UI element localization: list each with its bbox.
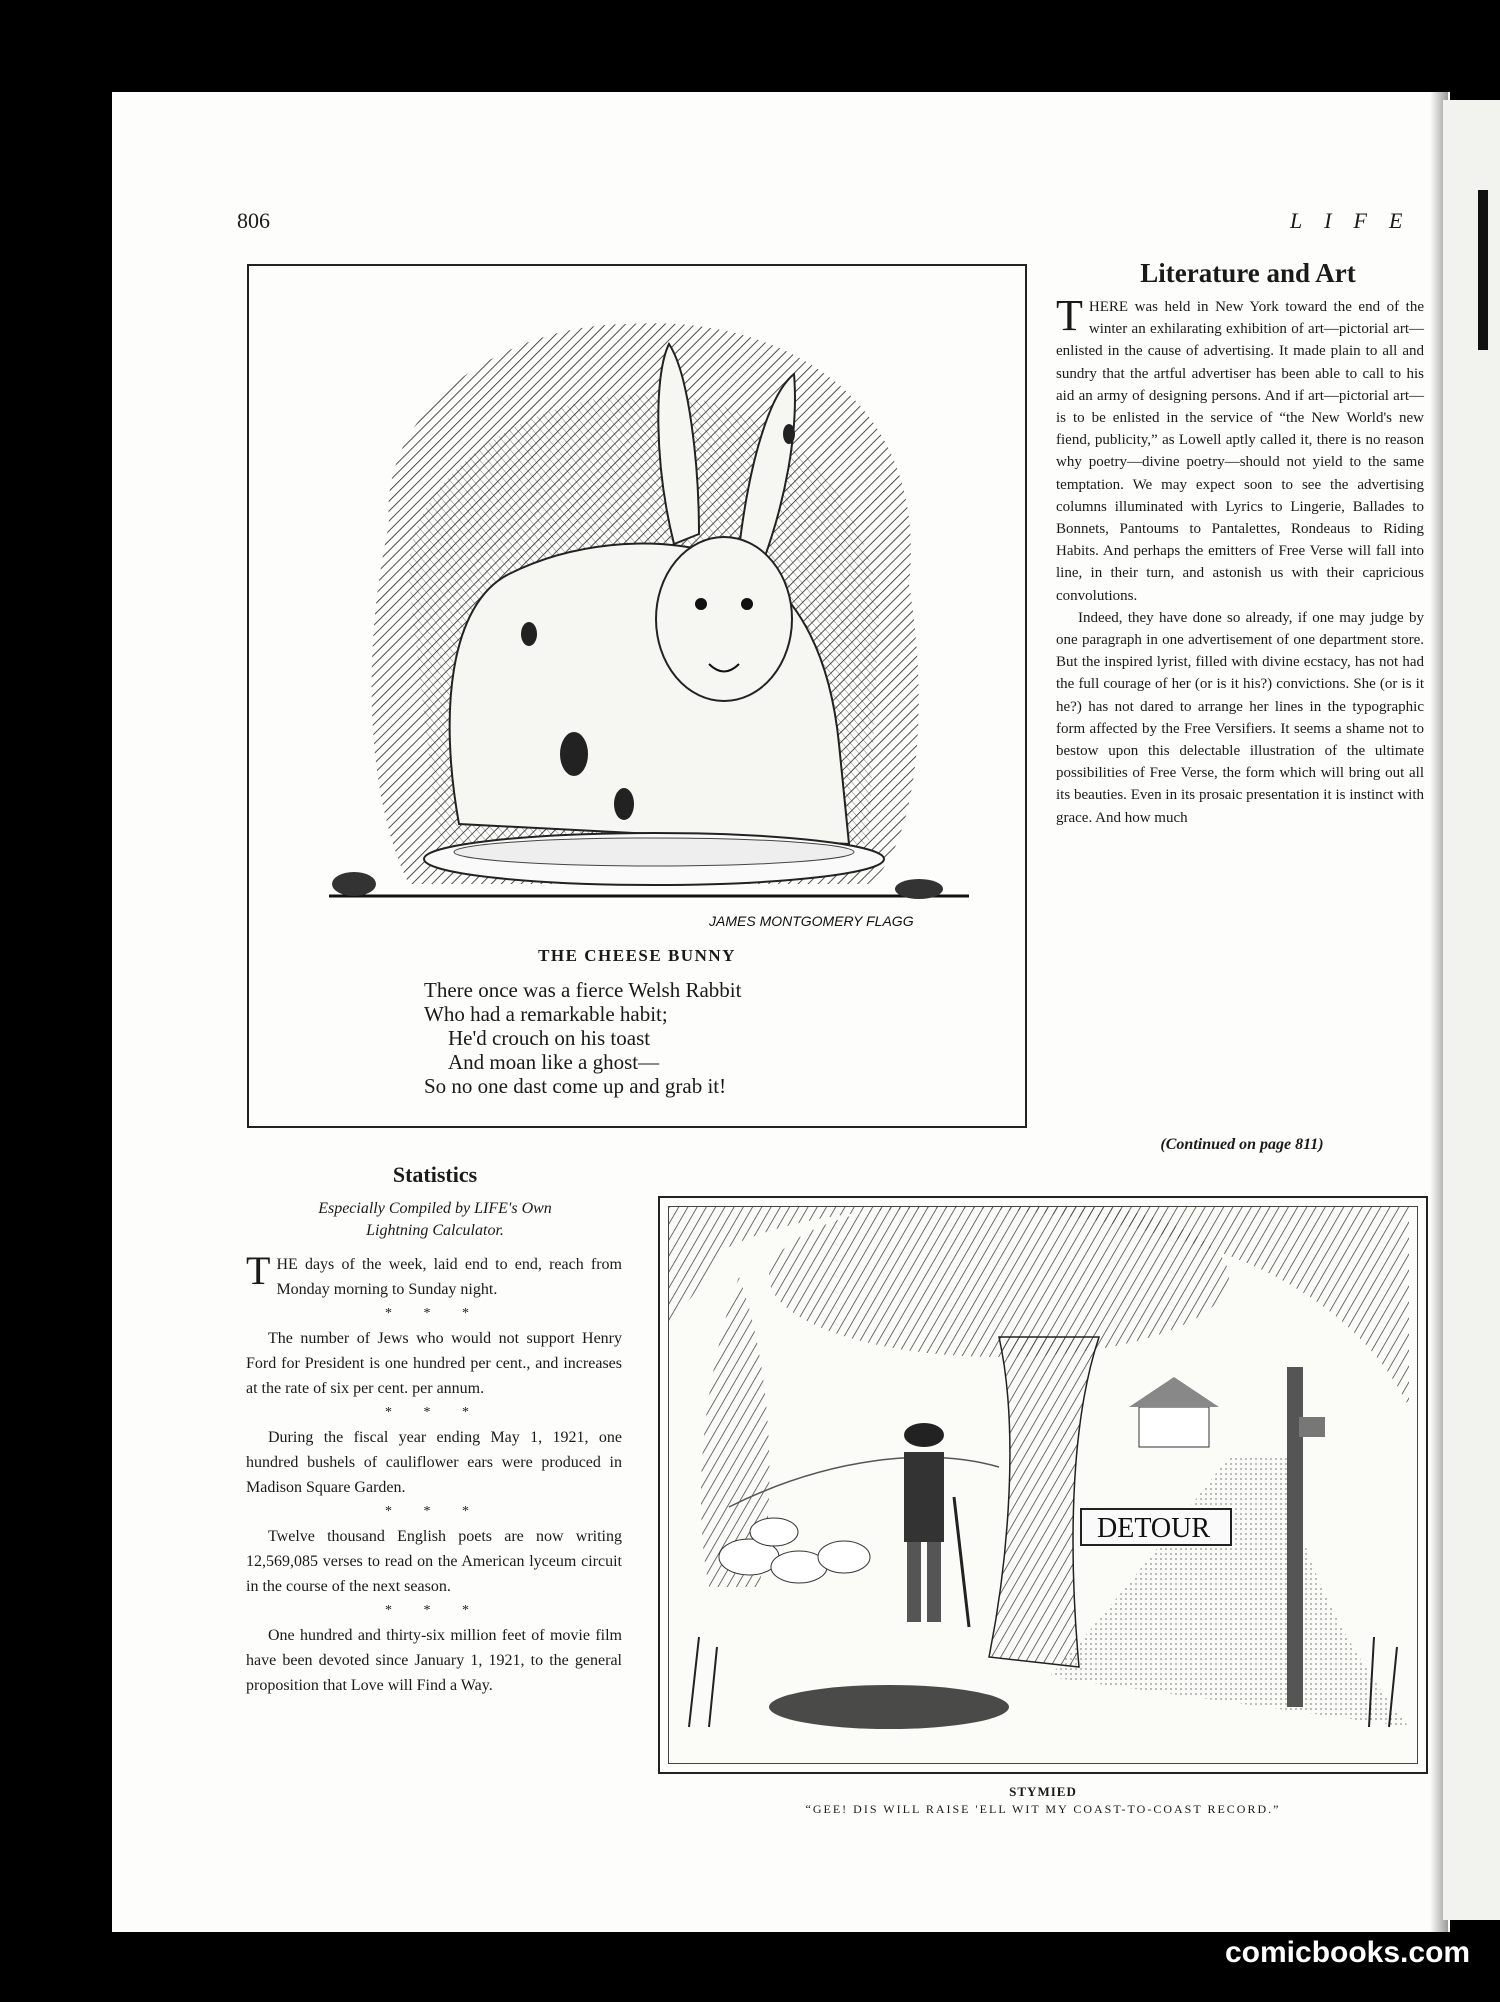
separator-stars: * * * — [385, 1405, 483, 1420]
next-page-glyph — [1478, 190, 1488, 350]
subtitle-line: Lightning Calculator. — [366, 1222, 504, 1239]
stymied-title: STYMIED — [1009, 1784, 1077, 1799]
statistic-item: Twelve thousand English poets are now writing 12,569,085 verses to read on the American lyceum circuit in the course of the next season. — [246, 1528, 622, 1595]
stymied-illustration — [669, 1207, 1418, 1764]
statistic-item — [246, 1248, 622, 1302]
stymied-caption: “GEE! DIS WILL RAISE 'ELL WIT MY COAST-TO-COAST RECORD.” — [805, 1802, 1281, 1816]
cheese-bunny-illustration — [269, 284, 1005, 934]
statistic-item: The number of Jews who would not support Henry Ford for President is one hundred per cent., and increases at the rate of six per cent. per annum. — [246, 1330, 622, 1397]
drop-cap: T — [1056, 291, 1083, 340]
statistics-body — [246, 1248, 622, 1698]
running-head: LIFE — [1290, 208, 1425, 233]
statistic-item: During the fiscal year ending May 1, 1921, one hundred bushels of cauliflower ears were produced in Madison Square Garden. — [246, 1429, 622, 1496]
article-paragraph: Indeed, they have done so already, if one may judge by one paragraph in one advertisement of one department store. But the inspired lyrist, filled with divine ecstacy, has not had the full courage of her (or is it his?) convictions. She (or is it he?) has not dared to arrange her lines in the typographic form affected by the Free Versifiers. It seems a shame not to bestow upon this delectable illustration of the ultimate possibilities of Free Verse, the form which will bring out all its beauties. Even in its prosaic presentation it is instinct with grace. And how much — [1056, 609, 1424, 826]
literature-and-art-title: Literature and Art — [1140, 258, 1356, 288]
literature-and-art-body — [1056, 291, 1424, 829]
subtitle-line: Especially Compiled by LIFE's Own — [318, 1200, 552, 1217]
verse-line: So no one dast come up and grab it! — [424, 1074, 727, 1098]
separator-stars: * * * — [385, 1306, 483, 1321]
verse-line: Who had a remarkable habit; — [424, 1002, 668, 1026]
cheese-bunny-verse — [424, 978, 741, 1098]
next-page-edge — [1443, 100, 1500, 1920]
artist-signature: JAMES MONTGOMERY FLAGG — [709, 913, 914, 929]
detour-sign-text: DETOUR — [1097, 1513, 1211, 1544]
separator-stars: * * * — [385, 1504, 483, 1519]
paragraph-text: HERE was held in New York toward the end of the winter an exhilarating exhibition of art—pictorial art—enlisted in the cause of advertising. It made plain to all and sundry that the artful advertiser has been able to call to his aid an army of designing persons. And if art—pictorial art—is to be enlisted in the service of “the New World's new fiend, publicity,” as Lowell aptly called it, there is no reason why poetry—divine poetry—should not yield to the same temptation. We may expect soon to see the advertising columns illuminated with Lyrics to Lingerie, Ballades to Bonnets, Pantoums to Pantalettes, Rondeaus to Riding Habits. And perhaps the emitters of Free Verse will fall into line, in their turn, and astonish us with their capricious convolutions. — [1056, 299, 1424, 604]
stymied-cartoon — [658, 1196, 1428, 1774]
cheese-bunny-cartoon — [247, 264, 1027, 1128]
continued-notice: (Continued on page 811) — [1160, 1136, 1324, 1153]
statistic-text: HE days of the week, laid end to end, reach from Monday morning to Sunday night. — [276, 1256, 622, 1298]
separator-stars: * * * — [385, 1603, 483, 1618]
drop-cap: T — [246, 1248, 271, 1293]
cheese-bunny-title: THE CHEESE BUNNY — [538, 946, 736, 965]
verse-line: And moan like a ghost— — [448, 1050, 660, 1074]
statistics-subtitle — [245, 1198, 625, 1242]
article-paragraph — [1056, 291, 1424, 607]
verse-line: There once was a fierce Welsh Rabbit — [424, 978, 742, 1002]
watermark: comicbooks.com — [1225, 1936, 1471, 1969]
statistic-item: One hundred and thirty-six million feet of movie film have been devoted since January 1, 1921, to the general proposition that Love will Find a Way. — [246, 1627, 622, 1694]
statistics-title: Statistics — [392, 1162, 478, 1187]
verse-line: He'd crouch on his toast — [448, 1026, 651, 1050]
page-number: 806 — [237, 208, 270, 233]
